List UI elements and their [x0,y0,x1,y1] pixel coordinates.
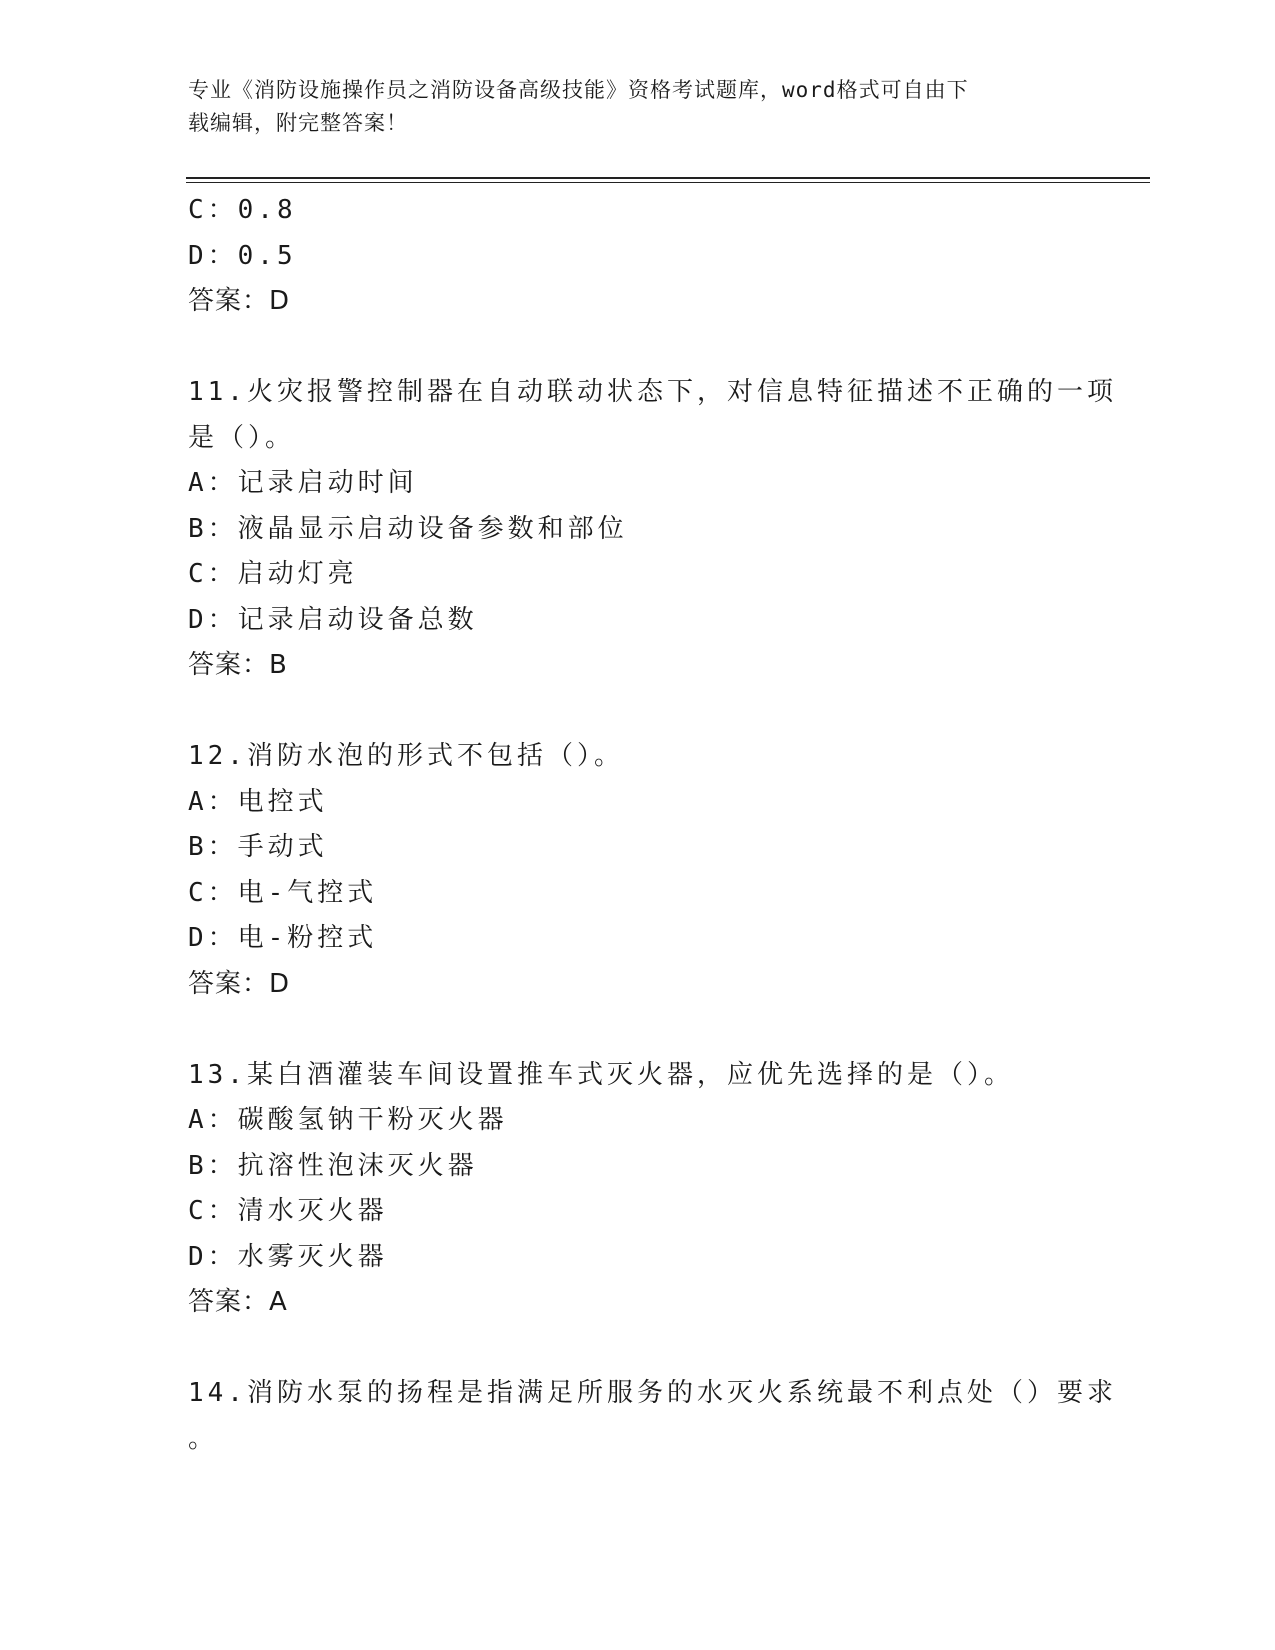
question-stem-continued: 。 [188,1423,219,1454]
header-divider-thick [186,177,1150,179]
answer-line: 答案：A [188,1287,288,1317]
option-b: B：手动式 [188,832,328,862]
option-d: D：水雾灭火器 [188,1241,388,1272]
option-a: A：记录启动时间 [188,468,418,498]
option-c: C：电-气控式 [188,877,378,908]
question-14 [188,1371,1117,1462]
question-12 [188,734,1078,1007]
question-stem: 14.消防水泵的扬程是指满足所服务的水灭火系统最不利点处（）要求 [188,1378,1117,1408]
question-list [188,188,1117,1462]
header-line-1: 专业《消防设施操作员之消防设备高级技能》资格考试题库，word格式可自由下 [188,78,969,102]
question-11 [188,370,1117,689]
option-d: D：电-粉控式 [188,923,378,953]
answer-line: 答案：B [188,650,288,680]
option-c: C：启动灯亮 [188,559,358,589]
option-d: D：0.5 [188,240,297,271]
question-10-tail [188,188,1078,325]
answer-line: 答案：D [188,968,291,999]
option-b: B：抗溶性泡沫灭火器 [188,1150,478,1181]
header-divider-thin [186,182,1150,183]
question-stem: 12.消防水泡的形式不包括（）。 [188,741,624,771]
option-a: A：碳酸氢钠干粉灭火器 [188,1105,508,1135]
header-line-2: 载编辑，附完整答案！ [188,111,408,135]
question-stem-continued: 是（）。 [188,422,296,453]
document-header [188,74,1068,140]
option-c: C：0.8 [188,195,297,225]
question-stem: 11.火灾报警控制器在自动联动状态下，对信息特征描述不正确的一项 [188,377,1117,407]
question-stem: 13.某白酒灌装车间设置推车式灭火器，应优先选择的是（）。 [188,1059,1014,1090]
option-a: A：电控式 [188,786,328,817]
option-b: B：液晶显示启动设备参数和部位 [188,513,628,544]
option-c: C：清水灭火器 [188,1196,388,1226]
option-d: D：记录启动设备总数 [188,604,478,635]
question-13 [188,1053,1078,1326]
answer-line: 答案：D [188,286,291,316]
